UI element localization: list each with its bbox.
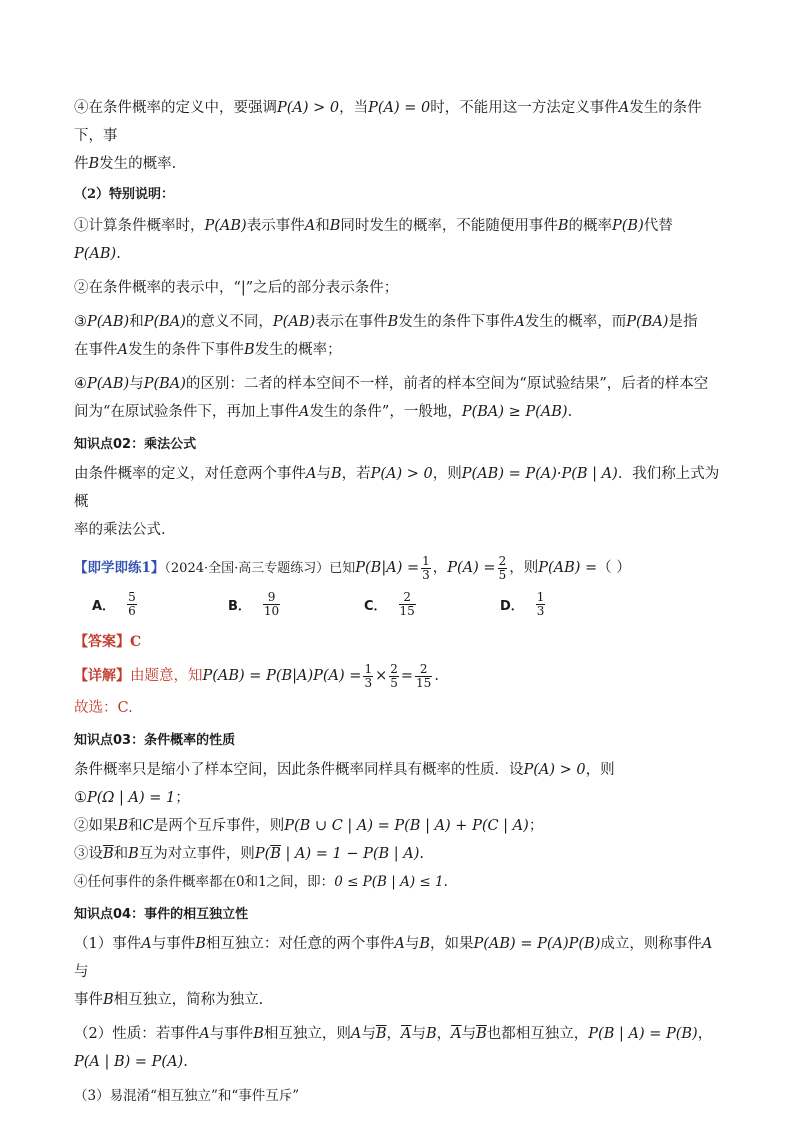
formula: P(AB) = P(B|A)P(A) = [202, 668, 362, 684]
text: . [116, 246, 121, 262]
formula: P(A | B) = P(A) [74, 1054, 184, 1070]
formula: P(A) > 0 [523, 762, 586, 778]
text: . [419, 846, 424, 862]
text: 也都相互独立， [486, 1026, 589, 1042]
formula: A [618, 100, 630, 116]
formula: P(AB) = [538, 560, 598, 576]
text: . [567, 404, 573, 420]
numerator: 9 [267, 590, 276, 604]
detail-tag: 【详解】 [74, 668, 130, 684]
text: 与 [461, 1026, 477, 1042]
text: 发生的概率； [254, 342, 342, 358]
text: 代替 [643, 218, 673, 234]
choice-b[interactable] [228, 591, 364, 618]
formula: C [142, 818, 154, 834]
text: 由题意，知 [130, 668, 203, 684]
fraction [263, 591, 280, 618]
formula: B [426, 1026, 437, 1042]
independence-confusion-note: （3）易混淆“相互独立”和“事件互斥” [74, 1088, 300, 1104]
formula: $\overline{B}$ [270, 846, 281, 862]
special-note-4 [74, 370, 724, 398]
formula: A [394, 936, 405, 952]
multiplication-formula-cont: 率的乘法公式． [74, 522, 176, 538]
section-heading-multiplication: 知识点02：乘法公式 [74, 437, 197, 452]
formula: $\overline{A}$ [451, 1026, 462, 1042]
denominator: 10 [263, 604, 280, 618]
formula: B [103, 992, 114, 1008]
formula: P(AB) [87, 314, 130, 330]
text: 与 [411, 1026, 426, 1042]
independence-properties-cont [74, 1048, 724, 1076]
formula: P(A) > 0 [370, 466, 433, 482]
denominator: 3 [536, 604, 545, 618]
numerator: 2 [498, 553, 507, 568]
text: 相互独立：对任意的两个事件 [205, 936, 395, 952]
property-1 [74, 784, 724, 812]
formula: P(BA) [143, 376, 186, 392]
text: 发生的条件下事件 [398, 314, 515, 330]
choice-letter: D． [500, 599, 524, 614]
text: 条件概率只是缩小了样本空间，因此条件概率同样具有概率的性质．设 [74, 762, 524, 778]
property-2 [74, 812, 724, 840]
text: ，如果 [430, 936, 474, 952]
property-4 [74, 868, 724, 896]
formula: B [330, 466, 342, 482]
fraction [389, 663, 399, 690]
choice-d[interactable] [500, 591, 636, 618]
detail-line [74, 662, 724, 690]
special-note-4-cont [74, 398, 724, 426]
text: 在事件 [74, 342, 118, 358]
fraction [498, 555, 508, 582]
formula: B [557, 218, 569, 234]
page-content [74, 94, 724, 1110]
formula: $\overline{B}$ [476, 1026, 487, 1042]
text: 与 [361, 1026, 376, 1042]
answer-tag: 【答案】 [74, 634, 130, 650]
independence-definition-cont [74, 986, 724, 1014]
choice-letter: C． [364, 599, 387, 614]
text: ②如果 [74, 818, 118, 834]
section-heading-conditional-properties: 知识点03：条件概率的性质 [74, 733, 236, 748]
pick-line: 故选：C. [74, 700, 133, 716]
formula: B [419, 936, 431, 952]
text: ； [175, 790, 190, 806]
formula: $\overline{A}$ [401, 1026, 412, 1042]
text: （1）事件 [74, 936, 142, 952]
exercise-tag: 【即学即练1】 [74, 560, 165, 576]
formula: P(A) = 0 [368, 100, 431, 116]
text: 和 [129, 314, 144, 330]
formula: P(B|A) = [355, 560, 420, 576]
formula: A [304, 218, 316, 234]
independence-properties [74, 1020, 724, 1048]
choice-list [92, 591, 724, 618]
section-heading-independence: 知识点04：事件的相互独立性 [74, 907, 249, 922]
text: 与事件 [209, 1026, 254, 1042]
text: 件 [74, 156, 89, 172]
denominator: 3 [364, 675, 373, 690]
text: . [183, 1054, 188, 1070]
text: 时，不能用这一方法定义事件 [430, 100, 619, 116]
formula: $\overline{B}$ [375, 1026, 387, 1042]
formula: B [117, 818, 129, 834]
text: . [443, 874, 448, 890]
text: （2）性质：若事件 [74, 1026, 200, 1042]
text: ③ [74, 314, 87, 330]
formula: | A) = 1 − P(B | A) [280, 846, 420, 862]
denominator: 5 [498, 567, 507, 582]
special-note-3 [74, 308, 724, 336]
formula: P(AB) = P(A)P(B) [473, 936, 601, 952]
text: ，当 [339, 100, 369, 116]
formula: P(B) [612, 218, 644, 234]
text: ， [436, 1026, 452, 1042]
text: 与事件 [151, 936, 196, 952]
fraction [536, 591, 546, 618]
formula: P( [254, 846, 271, 862]
text: 表示事件 [246, 218, 305, 234]
numerator: 1 [422, 553, 430, 568]
numerator: 2 [390, 661, 398, 676]
denominator: 15 [416, 675, 432, 690]
formula: 0 ≤ P(B | A) ≤ 1 [334, 874, 444, 890]
fraction [399, 591, 416, 618]
text: 事件 [74, 992, 103, 1008]
text: × [375, 668, 388, 684]
numerator: 1 [364, 661, 373, 676]
independence-definition [74, 930, 724, 986]
formula: A [350, 1026, 362, 1042]
formula: B [253, 1026, 264, 1042]
formula: P(BA) ≥ P(AB) [461, 404, 568, 420]
text: ④任何事件的条件概率都在0和1之间，即： [74, 874, 335, 890]
formula: P(A) > 0 [277, 100, 340, 116]
formula: P(AB) [74, 246, 117, 262]
text: ，则 [585, 762, 615, 778]
answer-value: C [130, 634, 142, 650]
formula: A [117, 342, 128, 358]
text: 同时发生的概率，不能随便用事件 [340, 218, 558, 234]
formula: A [199, 1026, 210, 1042]
text: ，若 [341, 466, 371, 482]
formula: P(B ∪ C | A) = P(B | A) + P(C | A) [284, 818, 529, 834]
formula: P(BA) [626, 314, 669, 330]
text: 发生的条件下事件 [127, 342, 244, 358]
text: ① [74, 790, 87, 806]
formula: B [243, 342, 255, 358]
text: 的意义不同， [185, 314, 273, 330]
note-condition-positive-cont [74, 150, 724, 178]
text: 是两个互斥事件，则 [153, 818, 285, 834]
fraction [363, 663, 373, 690]
choice-a[interactable] [92, 591, 228, 618]
denominator: 3 [422, 567, 430, 582]
text: 与 [404, 936, 420, 952]
numerator: 1 [536, 590, 545, 604]
formula: P(BA) [143, 314, 186, 330]
fraction [415, 663, 432, 690]
note-condition-positive [74, 94, 724, 150]
text: 发生的概率. [99, 156, 177, 172]
formula: B [387, 314, 399, 330]
multiplication-formula [74, 460, 724, 516]
text: 表示在事件 [315, 314, 388, 330]
formula: A [306, 466, 317, 482]
formula: P(A) = [447, 560, 496, 576]
formula: P(AB) [204, 218, 247, 234]
text: ， [386, 1026, 402, 1042]
formula: P(AB) [87, 376, 130, 392]
text: 由条件概率的定义，对任意两个事件 [74, 466, 306, 482]
text: （2024·全国·高三专题练习）已知 [164, 561, 356, 576]
text: 的区别：二者的样本空间不一样，前者的样本空间为“原试验结果”，后者的样本空 [185, 376, 709, 392]
formula: A [701, 936, 713, 952]
formula: B [195, 936, 206, 952]
formula: P(AB) = P(A)·P(B | A) [461, 466, 618, 482]
fraction [127, 591, 137, 618]
choice-letter: A． [92, 599, 116, 614]
formula: A [298, 404, 310, 420]
formula: B [128, 846, 139, 862]
text: 是指 [668, 314, 698, 330]
text: 的概率 [568, 218, 612, 234]
formula: P(B | A) = P(B) [588, 1026, 698, 1042]
text: 间为“在原试验条件下，再加上事件 [74, 404, 299, 420]
special-note-3-cont [74, 336, 724, 364]
choice-letter: B． [228, 599, 251, 614]
denominator: 5 [390, 675, 398, 690]
text: 成立，则称事件 [600, 936, 702, 952]
text: . [434, 668, 439, 684]
answer-blank: （ ） [597, 560, 631, 576]
text: ①计算条件概率时， [74, 218, 205, 234]
text: ④ [74, 376, 87, 392]
text: 和 [128, 818, 143, 834]
text: 与 [129, 376, 144, 392]
text: 互为对立事件，则 [138, 846, 255, 862]
special-note-1-cont [74, 240, 724, 268]
text: 发生的条件下，事 [74, 100, 702, 144]
choice-c[interactable] [364, 591, 500, 618]
text: 与 [74, 964, 89, 980]
fraction [421, 555, 431, 582]
text: ④在条件概率的定义中，要强调 [74, 100, 277, 116]
formula: P(AB) [272, 314, 316, 330]
text: 发生的条件”，一般地， [309, 404, 462, 420]
text: ．我们称上式为概 [74, 466, 720, 510]
formula: B [88, 156, 100, 172]
formula: A [514, 314, 525, 330]
exercise-question [74, 554, 724, 583]
text: ， [697, 1026, 713, 1042]
text: 相互独立，则 [263, 1026, 351, 1042]
property-3 [74, 840, 724, 868]
text: = [400, 668, 414, 684]
formula: P(Ω | A) = 1 [87, 790, 176, 806]
text: ； [528, 818, 544, 834]
special-note-1 [74, 212, 724, 240]
text: ，则 [432, 466, 462, 482]
text: 和 [315, 218, 330, 234]
formula: A [141, 936, 152, 952]
special-notes-title: （2）特别说明： [74, 187, 175, 202]
numerator: 2 [403, 590, 411, 604]
denominator: 6 [128, 604, 136, 618]
text: 相互独立，简称为独立. [113, 992, 264, 1008]
properties-intro [74, 756, 724, 784]
text: 与 [316, 466, 331, 482]
numerator: 2 [419, 661, 428, 676]
special-note-2: ②在条件概率的表示中，“|”之后的部分表示条件； [74, 280, 399, 296]
formula: B [329, 218, 341, 234]
formula: $\overline{B}$ [103, 846, 114, 862]
text: 发生的概率，而 [524, 314, 627, 330]
text: ， [432, 560, 448, 576]
numerator: 5 [128, 590, 136, 604]
text: ，则 [509, 560, 539, 576]
denominator: 15 [399, 604, 415, 618]
answer-line [74, 628, 724, 656]
text: 和 [113, 846, 129, 862]
text: ③设 [74, 846, 103, 862]
